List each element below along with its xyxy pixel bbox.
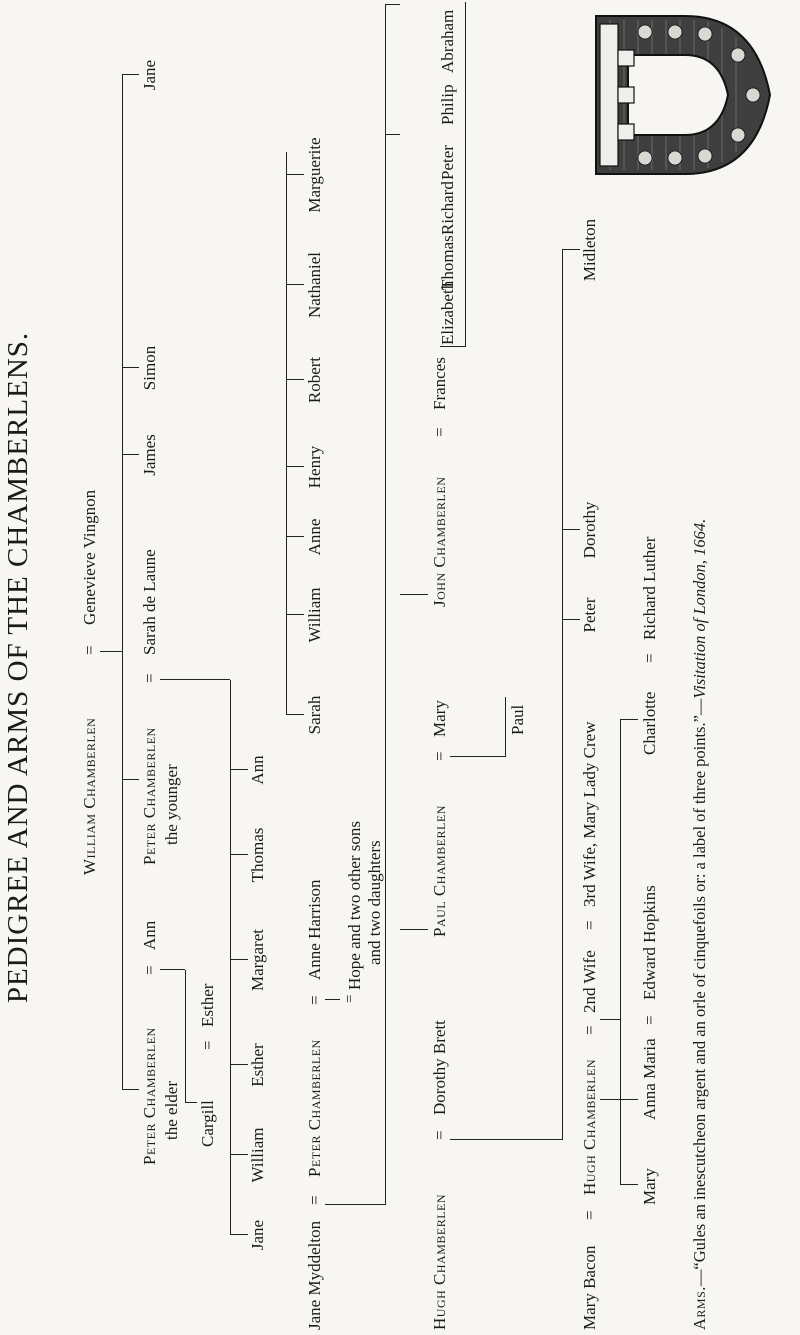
peter-elder-subtitle: the elder	[162, 1081, 181, 1140]
marriage-sign: =	[80, 645, 99, 655]
tick	[286, 174, 304, 175]
connector-line	[400, 594, 428, 595]
child-thomas: Thomas	[438, 235, 457, 290]
tick	[286, 714, 304, 715]
descent-line	[325, 999, 340, 1000]
peter-younger-subtitle: the younger	[162, 764, 181, 845]
tick	[122, 367, 139, 368]
sibling-jane: Jane	[140, 59, 159, 91]
tick	[286, 284, 304, 285]
child-thomas: Thomas	[248, 827, 267, 883]
marriage-sign: =	[580, 1025, 599, 1035]
descent-line	[325, 1204, 385, 1205]
tick	[230, 854, 248, 855]
sibling-simon: Simon	[140, 345, 159, 391]
tick	[385, 4, 400, 5]
tick	[122, 454, 139, 455]
coat-of-arms-shield-icon	[590, 10, 775, 180]
sibling-dorothy: Dorothy	[580, 501, 599, 559]
tick	[230, 769, 248, 770]
sibling-line	[286, 152, 287, 715]
third-wife-mary-lady-crew: 3rd Wife, Mary Lady Crew	[580, 721, 599, 907]
sibling-robert: Robert	[305, 356, 324, 404]
anne-harrison: Anne Harrison	[305, 879, 324, 980]
mary-bacon: Mary Bacon	[580, 1245, 599, 1330]
tick	[230, 1154, 248, 1155]
marriage-sign: =	[430, 1130, 449, 1140]
tick	[385, 134, 400, 135]
child-jane: Jane	[248, 1219, 267, 1251]
sibling-line	[562, 250, 563, 1140]
frances: Frances	[430, 357, 449, 410]
marriage-sign: =	[140, 965, 159, 975]
genevieve-vingnon: Genevieve Vingnon	[80, 489, 99, 625]
child-esther: Esther	[248, 1043, 267, 1087]
marriage-sign: =	[198, 1040, 217, 1050]
tick	[230, 1234, 248, 1235]
tick	[122, 1089, 139, 1090]
connector-line	[400, 929, 428, 930]
dorothy-brett: Dorothy Brett	[430, 1020, 449, 1115]
child-william: William	[248, 1127, 267, 1183]
john-chamberlen: John Chamberlen	[430, 476, 449, 607]
marriage-sign: =	[640, 653, 659, 663]
sibling-sarah: Sarah	[305, 695, 324, 735]
connector-line	[185, 970, 186, 1103]
marriage-sign: =	[140, 673, 159, 683]
tick	[562, 529, 580, 530]
paul-child: Paul	[508, 704, 527, 735]
paul-chamberlen: Paul Chamberlen	[430, 805, 449, 937]
tick	[286, 536, 304, 537]
marriage-sign: =	[430, 427, 449, 437]
sibling-line	[230, 680, 231, 1235]
sibling-line	[385, 5, 386, 1205]
peter-chamberlen-gen3: Peter Chamberlen	[305, 1039, 324, 1177]
child-ann: Ann	[248, 755, 267, 785]
descent-line	[440, 346, 465, 347]
mary-wife-of-paul: Mary	[430, 700, 449, 737]
tick	[122, 74, 139, 75]
tick	[620, 1184, 638, 1185]
marriage-sign: =	[430, 751, 449, 761]
marriage-sign: =	[305, 1195, 324, 1205]
sibling-line	[620, 720, 621, 1185]
child-peter: Peter	[438, 145, 457, 180]
hugh-chamberlen-gen5: Hugh Chamberlen	[580, 1058, 599, 1195]
tick	[230, 1064, 248, 1065]
edward-hopkins: Edward Hopkins	[640, 885, 659, 1000]
sibling-william: William	[305, 587, 324, 643]
descent-line	[450, 756, 505, 757]
tick	[230, 959, 248, 960]
esther: Esther	[198, 983, 217, 1027]
tick	[185, 1102, 197, 1103]
child-abraham: Abraham	[438, 9, 457, 73]
tick	[620, 719, 638, 720]
marriage-sign: =	[305, 995, 324, 1005]
tick	[122, 779, 139, 780]
sibling-nathaniel: Nathaniel	[305, 251, 324, 319]
descent-line	[450, 1139, 562, 1140]
jane-myddelton: Jane Myddelton	[305, 1220, 324, 1330]
descent-line	[160, 969, 185, 970]
descent-line	[600, 1019, 620, 1020]
marriage-sign: =	[342, 994, 358, 1003]
sibling-line	[122, 75, 123, 1090]
arms-blazon: —“Gules an inescutcheon argent and an orle of cinquefoils or: a label of three points.”—	[690, 698, 709, 1287]
charlotte: Charlotte	[640, 691, 659, 755]
child-mary: Mary	[640, 1168, 659, 1205]
descent-line	[160, 679, 230, 680]
marriage-sign: =	[580, 1210, 599, 1220]
sarah-de-laune: Sarah de Laune	[140, 549, 159, 655]
sibling-line	[465, 2, 466, 347]
tick	[286, 614, 304, 615]
sibling-james: James	[140, 434, 159, 476]
arms-label: Arms.	[690, 1286, 709, 1330]
peter-chamberlen-younger: Peter Chamberlen	[140, 727, 159, 865]
tick	[286, 466, 304, 467]
child-philip: Philip	[438, 84, 457, 125]
child-margaret: Margaret	[248, 929, 267, 991]
descent-line	[600, 1099, 620, 1100]
tick	[620, 1099, 638, 1100]
sibling-anne: Anne	[305, 518, 324, 556]
second-wife: 2nd Wife	[580, 950, 599, 1013]
child-elizabeth: Elizabeth	[438, 280, 457, 345]
cargill: Cargill	[198, 1100, 217, 1147]
peter-chamberlen-elder: Peter Chamberlen	[140, 1027, 159, 1165]
other-children-note-line1: Hope and two other sons	[345, 820, 364, 990]
connector-line	[505, 697, 506, 757]
descent-line	[100, 651, 122, 652]
anna-maria: Anna Maria	[640, 1038, 659, 1120]
sibling-midleton: Midleton	[580, 218, 599, 282]
arms-footnote	[690, 519, 710, 1330]
marriage-sign: =	[580, 920, 599, 930]
ann: Ann	[140, 920, 159, 950]
tick	[562, 249, 580, 250]
tick	[286, 379, 304, 380]
sibling-marguerite: Marguerite	[305, 137, 324, 213]
tick	[562, 619, 580, 620]
william-chamberlen: William Chamberlen	[80, 717, 99, 875]
hugh-chamberlen-gen4: Hugh Chamberlen	[430, 1193, 449, 1330]
other-children-note-line2: and two daughters	[365, 840, 384, 965]
arms-source: Visitation of London, 1664.	[690, 518, 709, 699]
child-richard: Richard	[438, 181, 457, 235]
sibling-henry: Henry	[305, 445, 324, 489]
richard-luther: Richard Luther	[640, 536, 659, 640]
marriage-sign: =	[640, 1015, 659, 1025]
page-title: PEDIGREE AND ARMS OF THE CHAMBERLENS.	[2, 331, 34, 1004]
sibling-peter: Peter	[580, 597, 599, 633]
